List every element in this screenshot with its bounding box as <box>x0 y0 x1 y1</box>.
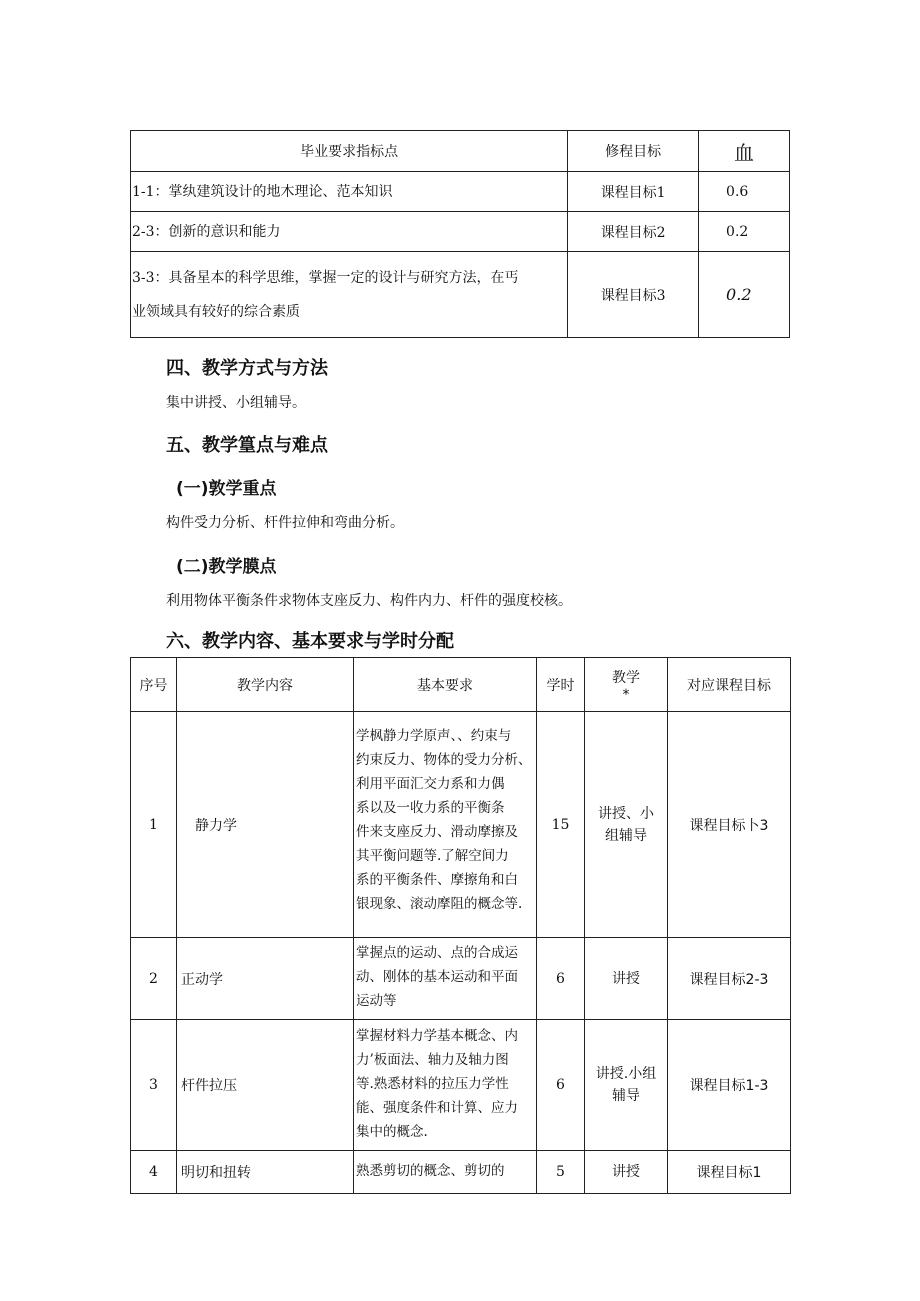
req-line: 学枫静力学原声、、约束与 <box>356 728 512 744</box>
section5-title: 五、教学篁点与难点 <box>166 435 328 456</box>
indicator-cell <box>131 252 568 338</box>
table-header-row <box>131 658 791 712</box>
row-target: 课程目标2-3 <box>668 938 791 1020</box>
section6-title: 六、教学内容、基本要求与学时分配 <box>166 631 454 652</box>
req-line: 件来支座反力、滑动摩擦及 <box>356 824 518 840</box>
graduation-requirements-table <box>130 130 790 338</box>
method-line: 组辅导 <box>605 827 647 844</box>
row-content: 正动学 <box>177 938 354 1020</box>
row-hours: 6 <box>537 938 585 1020</box>
section5-sub1-title: (一)敦学重点 <box>176 479 277 499</box>
goal-cell: 课程目标2 <box>568 212 699 252</box>
row-method <box>585 1020 668 1151</box>
req-line: 掌握材料力学基本概念、内 <box>356 1028 518 1044</box>
indicator-line-1: 3-3：具备星本的科学思维，掌握一定的设计与研究方法，在丐 <box>132 269 519 286</box>
table-row <box>131 712 791 938</box>
req-line: 熟悉剪切的概念、剪切的 <box>356 1163 505 1179</box>
indicator-cell: 2-3：创新的意识和能力 <box>131 212 568 252</box>
row-hours: 6 <box>537 1020 585 1151</box>
table-row <box>131 172 790 212</box>
req-line: 能、强度条件和计算、应力 <box>356 1100 518 1116</box>
req-line: 系的平衡条件、摩擦角和白 <box>356 872 518 888</box>
row-no: 1 <box>131 712 177 938</box>
header-target: 对应课程目标 <box>668 658 791 712</box>
section5-sub2-title: (二)教学膜点 <box>176 557 277 577</box>
header-hours: 学时 <box>537 658 585 712</box>
row-no: 4 <box>131 1151 177 1194</box>
indicator-line-2: 业领域具有较好的综合素质 <box>132 303 300 320</box>
row-hours: 15 <box>537 712 585 938</box>
req-line: 系以及一收力系的平衡条 <box>356 800 505 816</box>
row-content: 静力学 <box>177 712 354 938</box>
row-target: 课程目标1 <box>668 1151 791 1194</box>
header-indicator: 毕业要求指标点 <box>131 131 568 172</box>
row-target: 课程目标1-3 <box>668 1020 791 1151</box>
header-method-line1: 教学 <box>612 669 640 686</box>
header-goal: 修程目标 <box>568 131 699 172</box>
method-line: 辅导 <box>612 1088 640 1104</box>
row-requirement <box>354 1151 537 1194</box>
header-method <box>585 658 668 712</box>
table-row <box>131 1151 791 1194</box>
table-row <box>131 938 791 1020</box>
header-no: 序号 <box>131 658 177 712</box>
table-header-row <box>131 131 790 172</box>
header-content: 教学内容 <box>177 658 354 712</box>
indicator-cell: 1-1：掌纨建筑设计的地木理论、范本知识 <box>131 172 568 212</box>
section4-body: 集中讲授、小组辅导。 <box>166 395 306 411</box>
header-requirement: 基本要求 <box>354 658 537 712</box>
row-method <box>585 1151 668 1194</box>
teaching-content-table <box>130 657 791 1194</box>
weight-cell: 0.6 <box>699 172 790 212</box>
req-line: 力’板面法、轴力及轴力图 <box>356 1052 509 1068</box>
row-requirement <box>354 1020 537 1151</box>
row-no: 3 <box>131 1020 177 1151</box>
req-line: 运动等 <box>356 993 397 1009</box>
row-no: 2 <box>131 938 177 1020</box>
req-line: 掌握点的运动、点的合成运 <box>356 945 518 961</box>
row-target: 课程目标卜3 <box>668 712 791 938</box>
method-line: 讲授、小 <box>598 805 654 822</box>
section5-sub1-body: 构件受力分析、杆件拉伸和弯曲分析。 <box>166 515 404 531</box>
header-method-line2: * <box>622 686 630 703</box>
section5-sub2-body: 利用物体平衡条件求物体支座反力、构件内力、杆件的强度校核。 <box>166 593 572 609</box>
section4-title: 四、教学方式与方法 <box>166 358 328 379</box>
row-hours: 5 <box>537 1151 585 1194</box>
weight-cell: 0.2 <box>699 252 790 338</box>
req-line: 约束反力、物体的受力分析、 <box>356 752 532 768</box>
method-line: 讲授 <box>612 1164 640 1180</box>
row-content: 明切和扭转 <box>177 1151 354 1194</box>
method-line: 讲授 <box>612 970 640 987</box>
row-method <box>585 938 668 1020</box>
req-line: 等.熟悉材料的拉压力学性 <box>356 1076 509 1092</box>
row-requirement <box>354 712 537 938</box>
table-row <box>131 252 790 338</box>
method-line: 讲授.小组 <box>595 1066 657 1082</box>
weight-cell: 0.2 <box>699 212 790 252</box>
req-line: 动、刚体的基本运动和平面 <box>356 969 518 985</box>
table-row <box>131 1020 791 1151</box>
header-weight: 血 <box>699 131 790 172</box>
table-row <box>131 212 790 252</box>
req-line: 银现象、滚动摩阻的概念等. <box>356 896 523 912</box>
row-content: 杆件拉压 <box>177 1020 354 1151</box>
req-line: 其平衡问题等.了解空间力 <box>356 848 509 864</box>
req-line: 利用平面汇交力系和力偶 <box>356 776 505 792</box>
row-requirement <box>354 938 537 1020</box>
goal-cell: 课程目标1 <box>568 172 699 212</box>
req-line: 集中的概念. <box>356 1124 428 1140</box>
goal-cell: 课程目标3 <box>568 252 699 338</box>
row-method <box>585 712 668 938</box>
